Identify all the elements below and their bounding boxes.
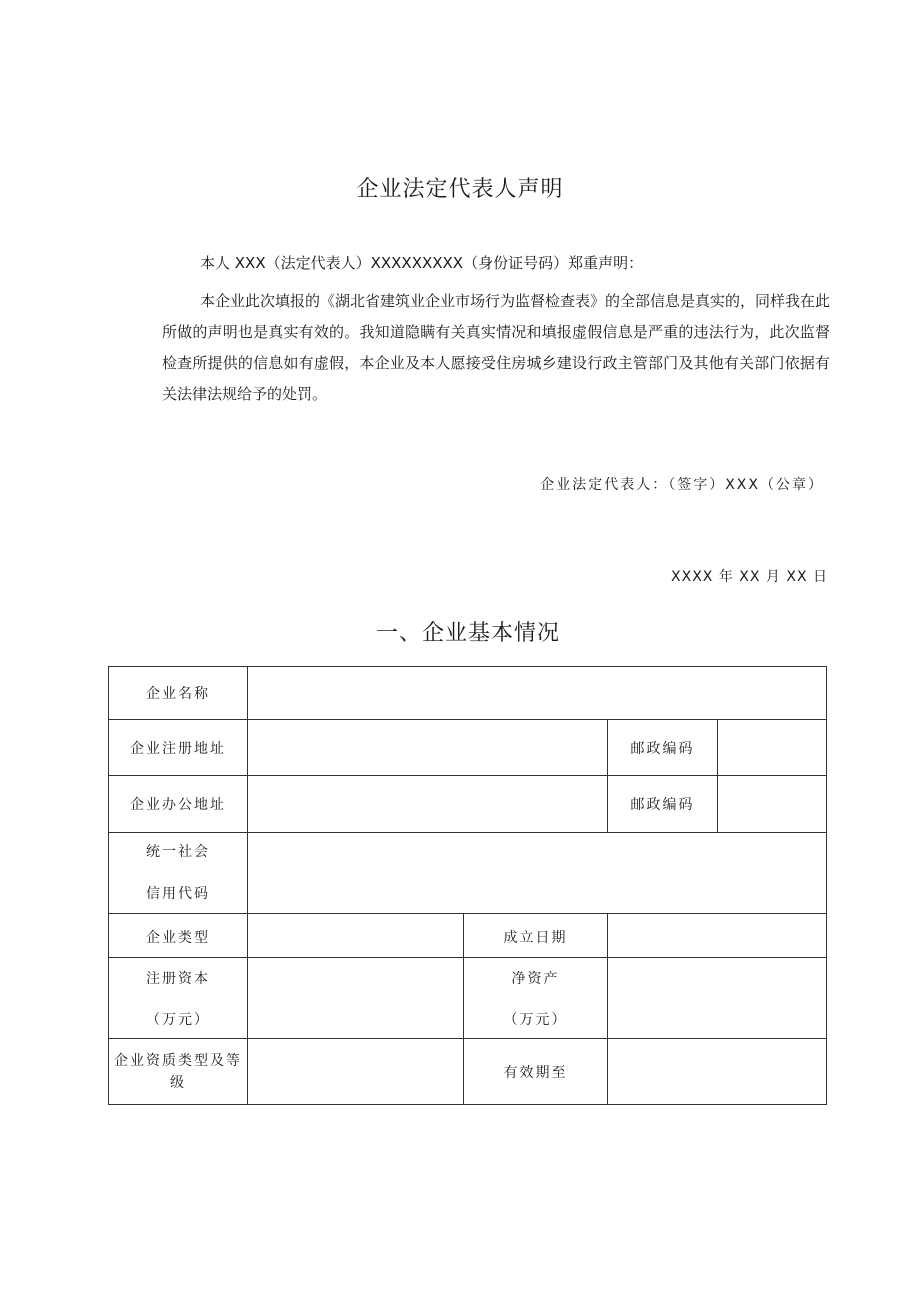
net-assets-field[interactable] <box>608 958 827 1039</box>
net-assets-label-line2: （万元） <box>503 1011 568 1028</box>
postcode-label-1: 邮政编码 <box>608 720 718 776</box>
postcode-label-2: 邮政编码 <box>608 776 718 833</box>
company-name-label: 企业名称 <box>109 667 248 720</box>
reg-capital-label-line2: （万元） <box>146 1011 210 1028</box>
table-row <box>109 958 827 1039</box>
office-address-label: 企业办公地址 <box>109 776 248 833</box>
established-label: 成立日期 <box>464 914 608 958</box>
credit-code-label <box>109 833 248 914</box>
credit-code-label-line2: 信用代码 <box>146 886 210 902</box>
qualification-field[interactable] <box>248 1039 464 1105</box>
reg-address-field[interactable] <box>248 720 608 776</box>
date-line: XXXX 年 XX 月 XX 日 <box>671 569 828 585</box>
company-info-table <box>108 666 827 1105</box>
valid-until-label: 有效期至 <box>464 1039 608 1105</box>
statement-body: 本企业此次填报的《湖北省建筑业企业市场行为监督检查表》的全部信息是真实的，同样我在此所做的声明也是真实有效的。我知道隐瞒有关真实情况和填报虚假信息是严重的违法行为，此次监督检查所提供的信息如有虚假，本企业及本人愿接受住房城乡建设行政主管部门及其他有关部门依据有关法律法规给予的处罚。 <box>162 292 831 403</box>
table-row <box>109 776 827 833</box>
net-assets-label-line1: 净资产 <box>511 970 560 987</box>
table-row <box>109 914 827 958</box>
section-title: 一、企业基本情况 <box>375 621 560 646</box>
qualification-label: 企业资质类型及等级 <box>109 1039 248 1105</box>
valid-until-field[interactable] <box>608 1039 827 1105</box>
table-row <box>109 833 827 914</box>
company-type-field[interactable] <box>248 914 464 958</box>
table-row <box>109 667 827 720</box>
net-assets-label <box>464 958 608 1039</box>
reg-capital-label-line1: 注册资本 <box>146 970 210 987</box>
postcode-field-2[interactable] <box>718 776 827 833</box>
company-type-label: 企业类型 <box>109 914 248 958</box>
office-address-field[interactable] <box>248 776 608 833</box>
established-field[interactable] <box>608 914 827 958</box>
declaration-title: 企业法定代表人声明 <box>356 177 564 202</box>
postcode-field-1[interactable] <box>718 720 827 776</box>
reg-capital-label <box>109 958 248 1039</box>
table-row <box>109 720 827 776</box>
statement-intro: 本人 XXX（法定代表人）XXXXXXXXX（身份证号码）郑重声明： <box>200 254 644 272</box>
reg-address-label: 企业注册地址 <box>109 720 248 776</box>
company-name-field[interactable] <box>248 667 827 720</box>
credit-code-field[interactable] <box>248 833 827 914</box>
credit-code-label-line1: 统一社会 <box>146 844 210 860</box>
reg-capital-field[interactable] <box>248 958 464 1039</box>
table-row <box>109 1039 827 1105</box>
signature-line: 企业法定代表人：（签字）XXX（公章） <box>540 477 824 493</box>
